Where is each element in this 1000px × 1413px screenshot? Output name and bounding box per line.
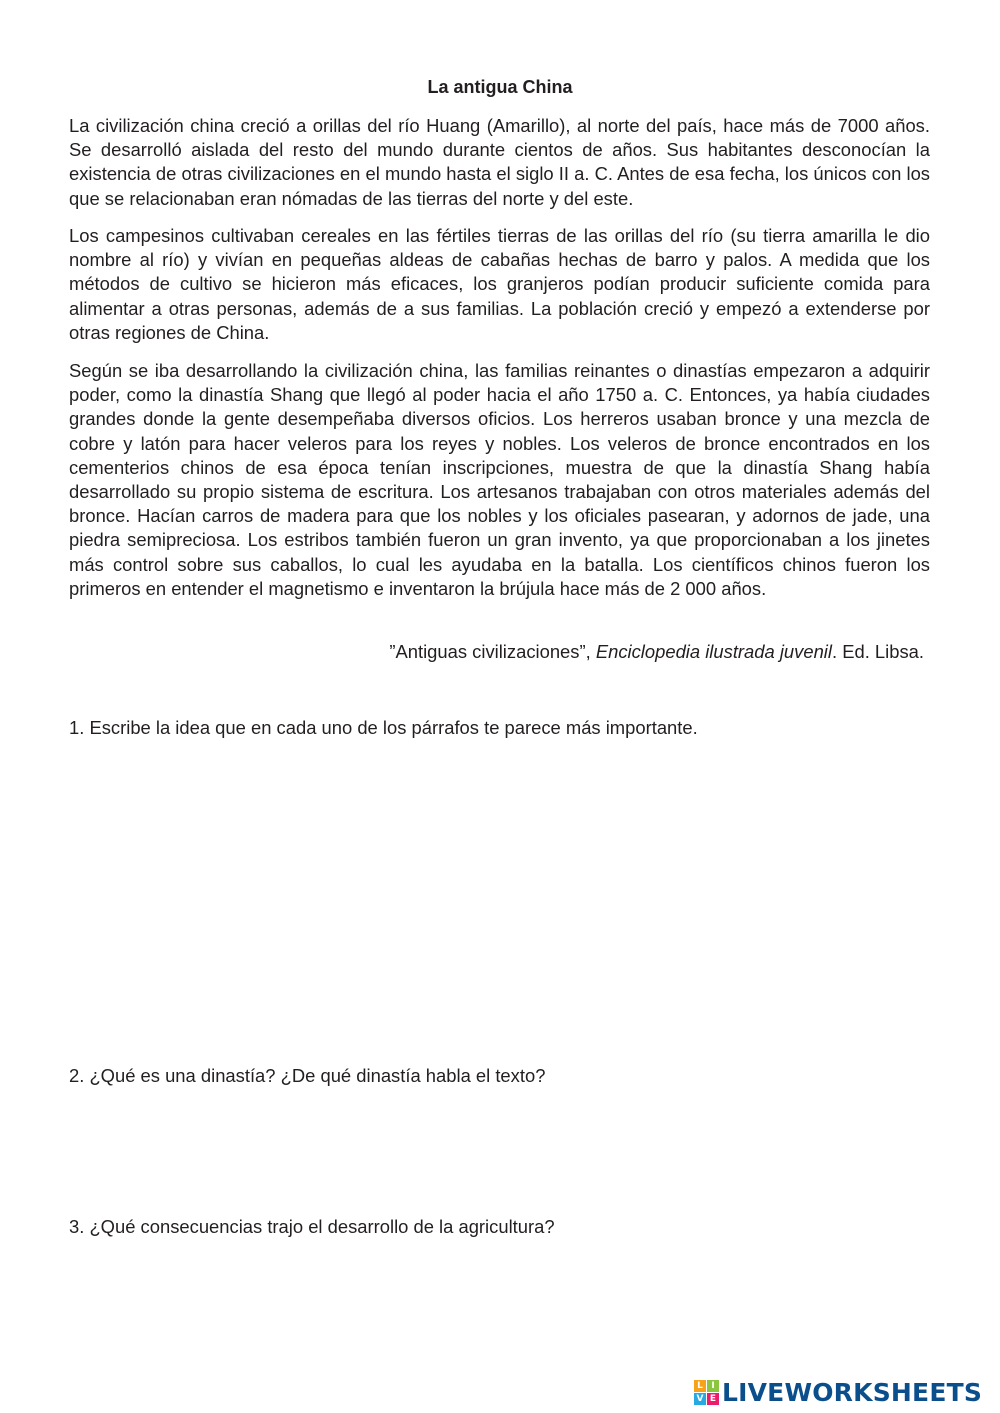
source-suffix: . Ed. Libsa. xyxy=(831,641,924,662)
liveworksheets-logo[interactable] xyxy=(694,1377,982,1409)
answer-area-3[interactable] xyxy=(69,1247,930,1357)
source-work-title: Enciclopedia ilustrada juvenil xyxy=(595,641,832,662)
question-2: 2. ¿Qué es una dinastía? ¿De qué dinastía habla el texto? xyxy=(69,1065,546,1086)
liveworksheets-logo-text: LIVEWORKSHEETS xyxy=(722,1378,983,1407)
source-citation xyxy=(389,640,924,664)
document-title: La antigua China xyxy=(427,77,573,97)
answer-area-1[interactable] xyxy=(69,748,930,1048)
question-1: 1. Escribe la idea que en cada uno de los párrafos te parece más importante. xyxy=(69,717,698,738)
logo-mark-square-4: E xyxy=(707,1393,719,1405)
logo-mark-square-3: V xyxy=(694,1393,706,1405)
liveworksheets-logo-icon xyxy=(694,1380,720,1406)
paragraph-1: La civilización china creció a orillas del río Huang (Amarillo), al norte del país, hace más de 7000 años. Se desarrolló aislada del resto del mundo durante cientos de años. Sus habitantes desconocían la existencia de otras civilizaciones en el mundo hasta el siglo II a. C. Antes de esa fecha, los únicos con los que se relacionaban eran nómadas de las tierras del norte y del este. xyxy=(69,115,930,209)
paragraph-2: Los campesinos cultivaban cereales en las fértiles tierras de las orillas del río (su tierra amarilla le dio nombre al río) y vivían en pequeñas aldeas de cabañas hechas de barro y palos. A medida que los métodos de cultivo se hicieron más eficaces, los granjeros podían producir suficiente comida para alimentar a otras personas, además de a sus familias. La población creció y empezó a extenderse por otras regiones de China. xyxy=(69,225,930,343)
question-3: 3. ¿Qué consecuencias trajo el desarrollo de la agricultura? xyxy=(69,1216,555,1237)
logo-mark-square-1: L xyxy=(694,1380,706,1392)
answer-area-2[interactable] xyxy=(69,1096,930,1200)
paragraph-3: Según se iba desarrollando la civilización china, las familias reinantes o dinastías empezaron a adquirir poder, como la dinastía Shang que llegó al poder hacia el año 1750 a. C. Entonces, ya había ciudades grandes donde la gente desempeñaba diversos oficios. Los herreros usaban bronce y una mezcla de cobre y latón para hacer veleros para los reyes y nobles. Los veleros de bronce encontrados en los cementerios chinos de esa época tenían inscripciones, muestra de que la dinastía Shang había desarrollado su propio sistema de escritura. Los artesanos trabajaban con otros materiales además del bronce. Hacían carros de madera para que los nobles y los oficiales pasearan, y adornos de jade, una piedra semipreciosa. Los estribos también fueron un gran invento, ya que proporcionaban a los jinetes más control sobre sus caballos, lo cual les ayudaba en la batalla. Los científicos chinos fueron los primeros en entender el magnetismo e inventaron la brújula hace más de 2 000 años. xyxy=(69,360,930,599)
logo-mark-square-2: I xyxy=(707,1380,719,1392)
source-prefix: ”Antiguas civilizaciones”, xyxy=(389,641,596,662)
